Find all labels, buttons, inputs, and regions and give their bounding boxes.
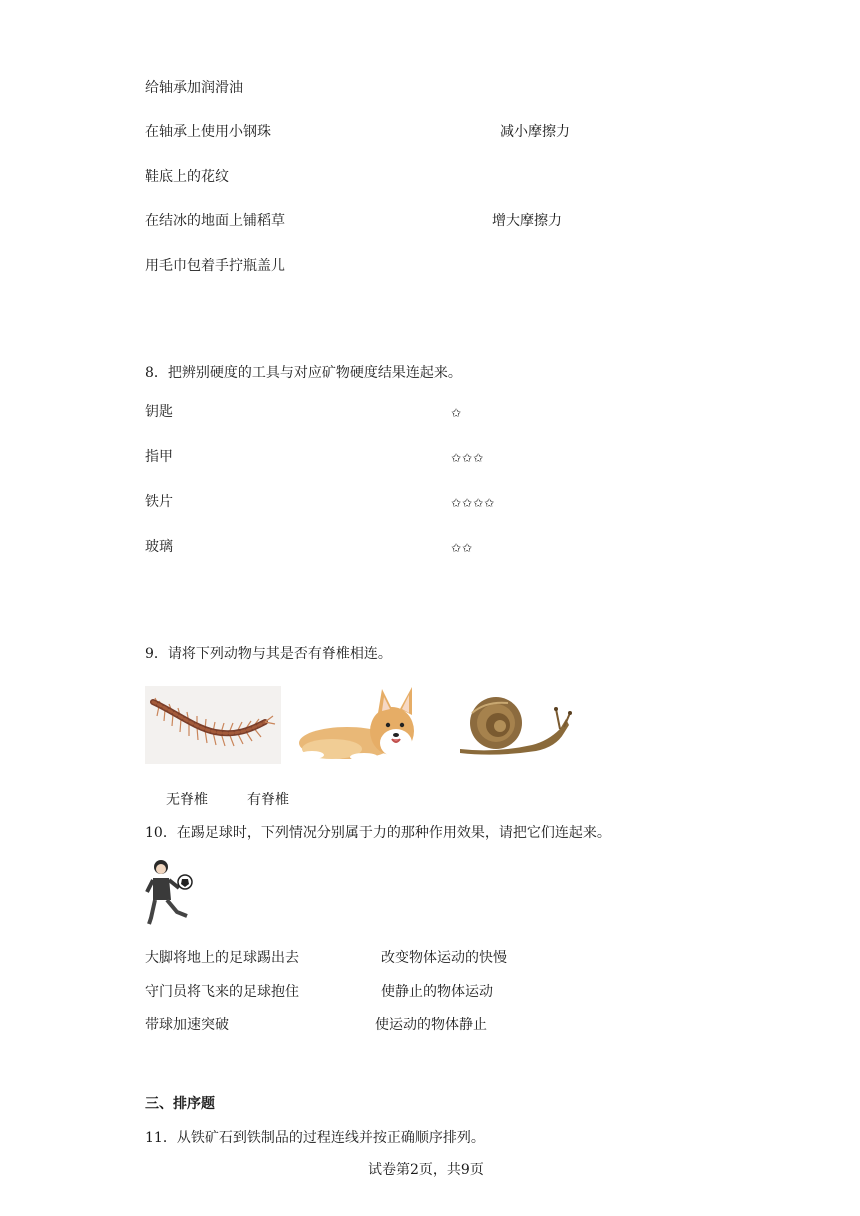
friction-item-2: 在轴承上使用小钢珠 <box>145 124 271 140</box>
q10-situation-3: 带球加速突破 <box>145 1017 229 1033</box>
q8-rating-2: ✩✩✩ <box>451 451 485 465</box>
page-number-footer: 试卷第2页，共9页 <box>368 1162 484 1178</box>
q8-title: 8．把辨别硬度的工具与对应矿物硬度结果连起来。 <box>145 365 462 381</box>
q9-title: 9．请将下列动物与其是否有脊椎相连。 <box>145 646 392 662</box>
q8-tool-4: 玻璃 <box>145 539 173 555</box>
q10-title: 10．在踢足球时，下列情况分别属于力的那种作用效果，请把它们连起来。 <box>145 825 611 841</box>
friction-item-1: 给轴承加润滑油 <box>145 80 243 96</box>
friction-item-4: 在结冰的地面上铺稻草 <box>145 213 285 229</box>
q11-title: 11．从铁矿石到铁制品的过程连线并按正确顺序排列。 <box>145 1130 485 1146</box>
q10-situation-2: 守门员将飞来的足球抱住 <box>145 984 299 1000</box>
q10-effect-3: 使运动的物体静止 <box>375 1017 487 1033</box>
q8-tool-1: 钥匙 <box>145 404 173 420</box>
friction-effect-increase: 增大摩擦力 <box>492 213 562 229</box>
friction-item-3: 鞋底上的花纹 <box>145 169 229 185</box>
q8-rating-4: ✩✩ <box>451 541 474 555</box>
q9-label-invertebrate: 无脊椎 <box>166 792 208 808</box>
snail-image <box>456 691 574 757</box>
centipede-image <box>145 686 281 764</box>
q10-effect-1: 改变物体运动的快慢 <box>381 950 507 966</box>
soccer-player-image <box>145 858 197 930</box>
q8-rating-3: ✩✩✩✩ <box>451 496 496 510</box>
q8-rating-1: ✩ <box>451 406 463 420</box>
friction-effect-reduce: 减小摩擦力 <box>500 124 570 140</box>
q10-situation-1: 大脚将地上的足球踢出去 <box>145 950 299 966</box>
q10-effect-2: 使静止的物体运动 <box>381 984 493 1000</box>
q8-tool-3: 铁片 <box>145 494 173 510</box>
q8-tool-2: 指甲 <box>145 449 173 465</box>
q9-label-vertebrate: 有脊椎 <box>247 792 289 808</box>
corgi-dog-image <box>292 683 422 765</box>
section-3-heading: 三、排序题 <box>145 1096 215 1112</box>
friction-item-5: 用毛巾包着手拧瓶盖儿 <box>145 258 285 274</box>
